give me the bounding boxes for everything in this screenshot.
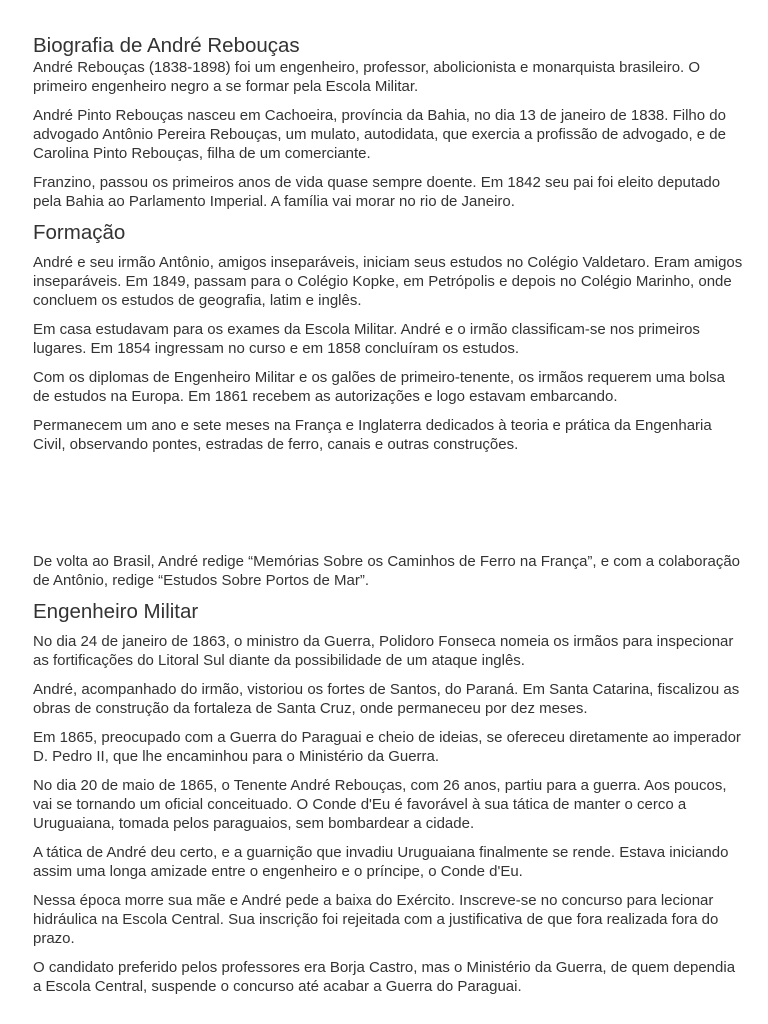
engenheiro-paragraph-6: Nessa época morre sua mãe e André pede a baixa do Exército. Inscreve-se no concurso para lecionar hidráulica na Escola Central. Sua inscrição foi rejeitada com a justificativa de que fora realizada fora do prazo. bbox=[33, 892, 719, 947]
engenheiro-paragraph-1: No dia 24 de janeiro de 1863, o ministro da Guerra, Polidoro Fonseca nomeia os irmãos para inspecionar as fortificações do Litoral Sul diante da possibilidade de um ataque inglês. bbox=[33, 633, 734, 669]
section-heading-engenheiro-militar: Engenheiro Militar bbox=[33, 600, 199, 623]
intro-paragraph-2: André Pinto Rebouças nasceu em Cachoeira, província da Bahia, no dia 13 de janeiro de 1838. Filho do advogado Antônio Pereira Rebouças, um mulato, autodidata, que exercia a profissão de advogado, e de Carolina Pinto Rebouças, filha de um comerciante. bbox=[33, 107, 726, 162]
formacao-paragraph-4: Permanecem um ano e sete meses na França e Inglaterra dedicados à teoria e prática da Engenharia Civil, observando pontes, estradas de ferro, canais e outras construções. bbox=[33, 417, 712, 453]
engenheiro-paragraph-2: André, acompanhado do irmão, vistoriou os fortes de Santos, do Paraná. Em Santa Catarina, fiscalizou as obras de construção da fortaleza de Santa Cruz, onde permaneceu por dez meses. bbox=[33, 681, 740, 717]
blank-space bbox=[33, 464, 745, 552]
section-heading-formacao: Formação bbox=[33, 221, 126, 244]
formacao-paragraph-1: André e seu irmão Antônio, amigos inseparáveis, iniciam seus estudos no Colégio Valdetaro. Eram amigos inseparáveis. Em 1849, passam para o Colégio Kopke, em Petrópolis e depois no Colégio Marinho, onde concluem os estudos de geografia, latim e inglês. bbox=[33, 254, 743, 309]
page-title: Biografia de André Rebouças bbox=[33, 34, 300, 57]
engenheiro-paragraph-7: O candidato preferido pelos professores era Borja Castro, mas o Ministério da Guerra, de quem dependia a Escola Central, suspende o concurso até acabar a Guerra do Paraguai. bbox=[33, 959, 736, 995]
formacao-paragraph-5: De volta ao Brasil, André redige “Memórias Sobre os Caminhos de Ferro na França”, e com a colaboração de Antônio, redige “Estudos Sobre Portos de Mar”. bbox=[33, 553, 740, 589]
formacao-paragraph-2: Em casa estudavam para os exames da Escola Militar. André e o irmão classificam-se nos primeiros lugares. Em 1854 ingressam no curso e em 1858 concluíram os estudos. bbox=[33, 321, 700, 357]
intro-paragraph-3: Franzino, passou os primeiros anos de vida quase sempre doente. Em 1842 seu pai foi eleito deputado pela Bahia ao Parlamento Imperial. A família vai morar no rio de Janeiro. bbox=[33, 174, 721, 210]
engenheiro-paragraph-4: No dia 20 de maio de 1865, o Tenente André Rebouças, com 26 anos, partiu para a guerra. Aos poucos, vai se tornando um oficial conceituado. O Conde d'Eu é favorável à sua tática de manter o cerco a Uruguaiana, tomada pelos paraguaios, sem bombardear a cidade. bbox=[33, 777, 727, 832]
document-page bbox=[33, 34, 745, 1006]
engenheiro-paragraph-3: Em 1865, preocupado com a Guerra do Paraguai e cheio de ideias, se ofereceu diretamente ao imperador D. Pedro II, que lhe encaminhou para o Ministério da Guerra. bbox=[33, 729, 741, 765]
intro-paragraph-1: André Rebouças (1838-1898) foi um engenheiro, professor, abolicionista e monarquista brasileiro. O primeiro engenheiro negro a se formar pela Escola Militar. bbox=[33, 59, 701, 95]
engenheiro-paragraph-5: A tática de André deu certo, e a guarnição que invadiu Uruguaiana finalmente se rende. Estava iniciando assim uma longa amizade entre o engenheiro e o príncipe, o Conde d'Eu. bbox=[33, 844, 729, 880]
formacao-paragraph-3: Com os diplomas de Engenheiro Militar e os galões de primeiro-tenente, os irmãos requerem uma bolsa de estudos na Europa. Em 1861 recebem as autorizações e logo estavam embarcando. bbox=[33, 369, 726, 405]
